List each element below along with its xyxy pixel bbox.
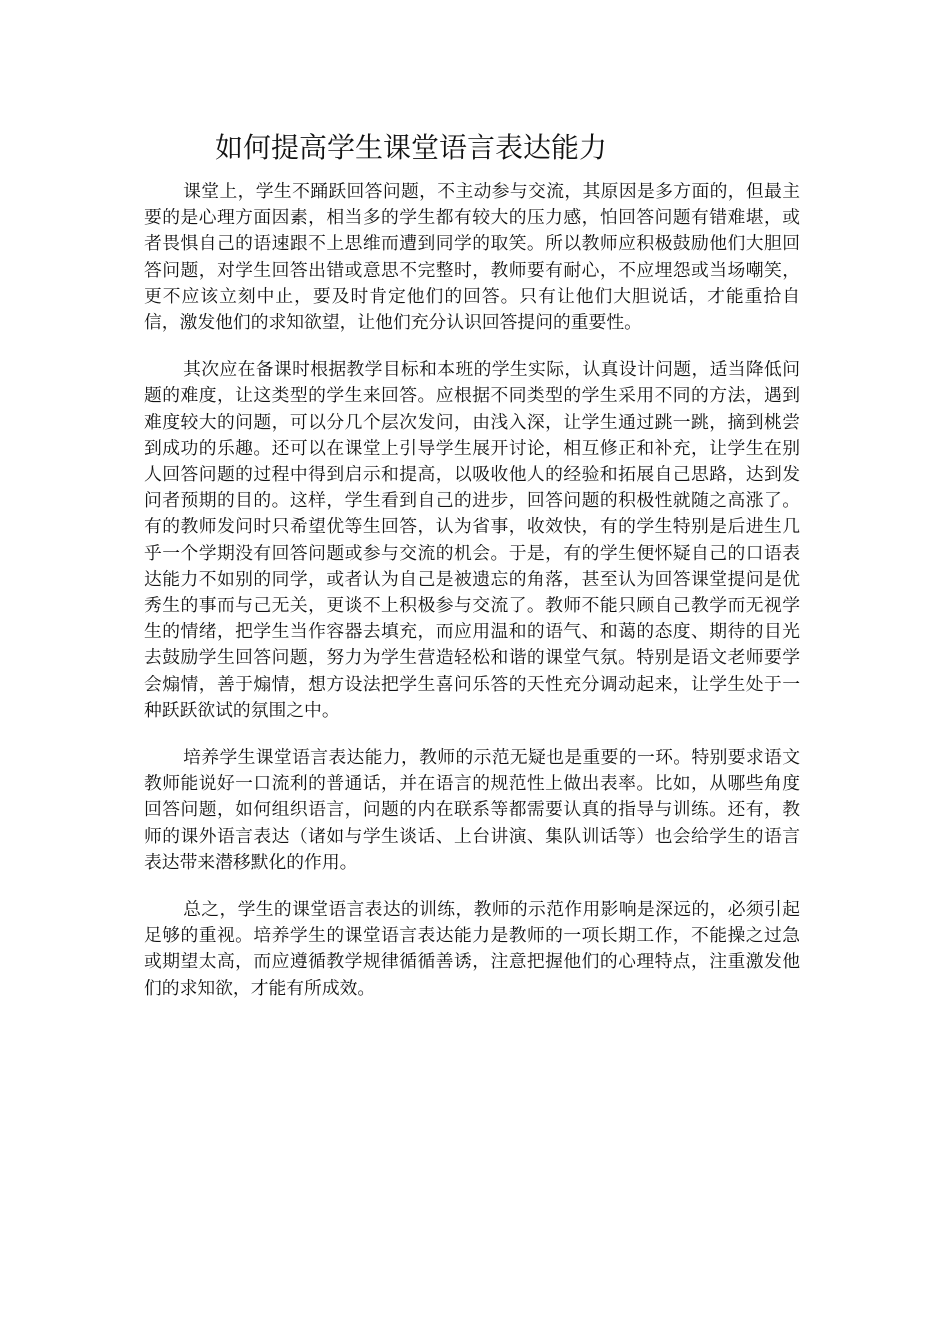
document-title: 如何提高学生课堂语言表达能力 (215, 131, 608, 164)
paragraph-3: 培养学生课堂语言表达能力，教师的示范无疑也是重要的一环。特别要求语文教师能说好一口流利的普通话，并在语言的规范性上做出表率。比如，从哪些角度回答问题，如何组织语言，问题的内在联系等都需要认真的指导与训练。还有，教师的课外语言表达（诸如与学生谈话、上台讲演、集队训话等）也会给学生的语言表达带来潜移默化的作用。 (144, 747, 800, 873)
paragraph-4: 总之，学生的课堂语言表达的训练，教师的示范作用影响是深远的，必须引起足够的重视。培养学生的课堂语言表达能力是教师的一项长期工作，不能操之过急或期望太高，而应遵循教学规律循循善诱，注意把握他们的心理特点，注重激发他们的求知欲，才能有所成效。 (144, 899, 800, 999)
paragraph-1: 课堂上，学生不踊跃回答问题，不主动参与交流，其原因是多方面的，但最主要的是心理方面因素，相当多的学生都有较大的压力感，怕回答问题有错难堪，或者畏惧自己的语速跟不上思维而遭到同学的取笑。所以教师应积极鼓励他们大胆回答问题，对学生回答出错或意思不完整时，教师要有耐心，不应埋怨或当场嘲笑，更不应该立刻中止，要及时肯定他们的回答。只有让他们大胆说话，才能重拾自信，激发他们的求知欲望，让他们充分认识回答提问的重要性。 (144, 181, 800, 334)
document-body (144, 179, 800, 1023)
paragraph-2: 其次应在备课时根据教学目标和本班的学生实际，认真设计问题，适当降低问题的难度，让这类型的学生来回答。应根据不同类型的学生采用不同的方法，遇到难度较大的问题，可以分几个层次发问，由浅入深，让学生通过跳一跳，摘到桃尝到成功的乐趣。还可以在课堂上引导学生展开讨论，相互修正和补充，让学生在别人回答问题的过程中得到启示和提高，以吸收他人的经验和拓展自己思路，达到发问者预期的目的。这样，学生看到自己的进步，回答问题的积极性就随之高涨了。有的教师发问时只希望优等生回答，认为省事，收效快，有的学生特别是后进生几乎一个学期没有回答问题或参与交流的机会。于是，有的学生便怀疑自己的口语表达能力不如别的同学，或者认为自己是被遗忘的角落，甚至认为回答课堂提问是优秀生的事而与己无关，更谈不上积极参与交流了。教师不能只顾自己教学而无视学生的情绪，把学生当作容器去填充，而应用温和的语气、和蔼的态度、期待的目光去鼓励学生回答问题，努力为学生营造轻松和谐的课堂气氛。特别是语文老师要学会煽情，善于煽情，想方设法把学生喜问乐答的天性充分调动起来，让学生处于一种跃跃欲试的氛围之中。 (144, 359, 800, 721)
